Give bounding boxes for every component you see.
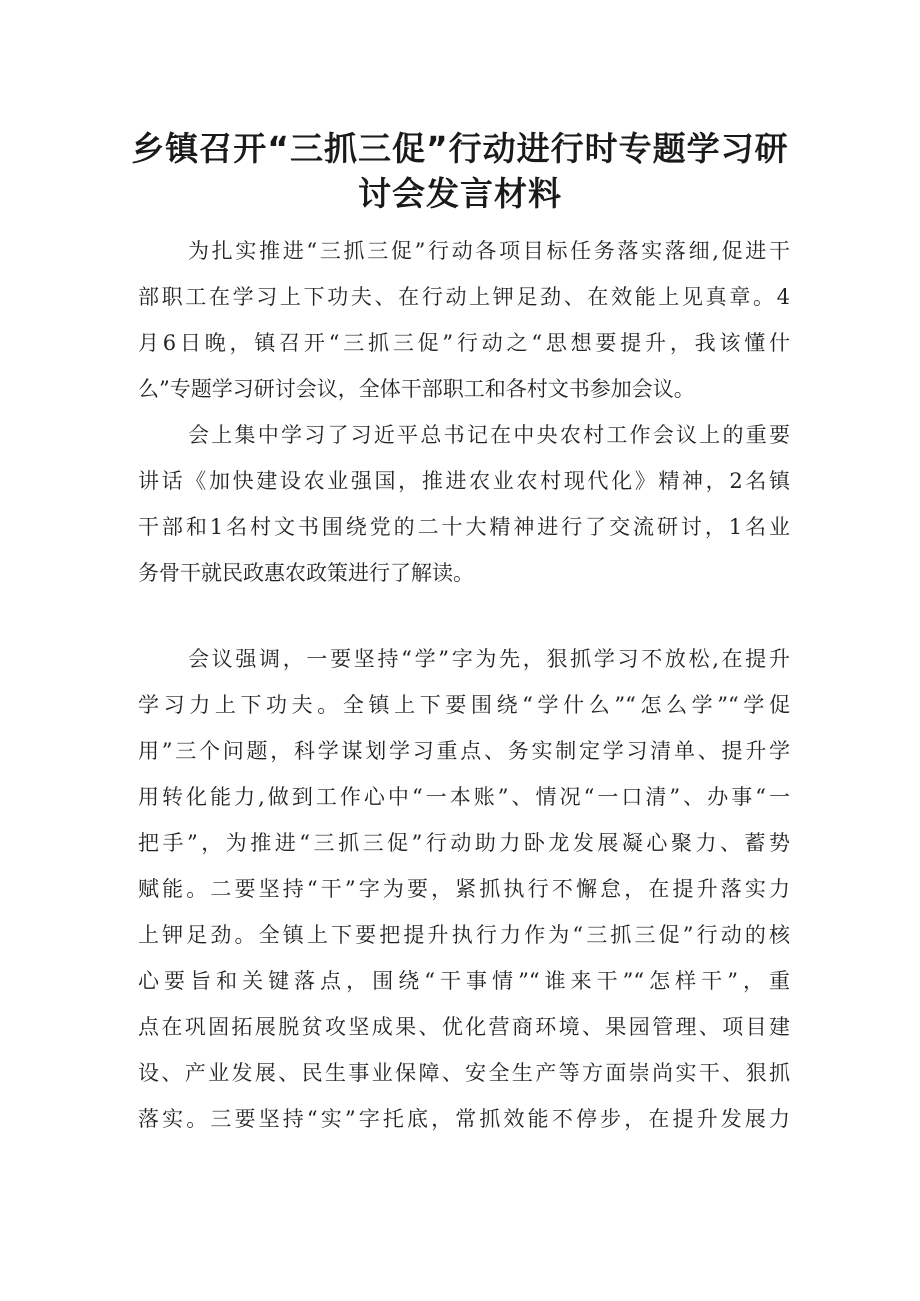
paragraph-line: 设、产业发展、民生事业保障、安全生产等方面崇尚实干、狠抓	[138, 1061, 790, 1085]
document-title-line-2: 讨会发言材料	[358, 174, 562, 213]
paragraph-line: 落实。三要坚持“实”字托底，常抓效能不停步，在提升发展力	[138, 1107, 790, 1131]
paragraph-line: 用”三个问题，科学谋划学习重点、务实制定学习清单、提升学	[138, 739, 790, 763]
paragraph-line: 点在巩固拓展脱贫攻坚成果、优化营商环境、果园管理、项目建	[138, 1015, 790, 1039]
paragraph-line: 务骨干就民政惠农政策进行了解读。	[138, 561, 474, 585]
paragraph-line: 为扎实推进“三抓三促”行动各项目标任务落实落细,促进干	[188, 239, 790, 263]
paragraph-line: 讲话《加快建设农业强国，推进农业农村现代化》精神，2名镇	[138, 469, 790, 493]
paragraph-line: 学习力上下功夫。全镇上下要围绕“学什么”“怎么学”“学促	[138, 693, 790, 717]
paragraph-line: 把手”，为推进“三抓三促”行动助力卧龙发展凝心聚力、蓄势	[138, 831, 790, 855]
paragraph-line: 么”专题学习研讨会议，全体干部职工和各村文书参加会议。	[138, 377, 695, 401]
paragraph-line: 月6日晚，镇召开“三抓三促”行动之“思想要提升，我该懂什	[138, 331, 790, 355]
paragraph-line: 会上集中学习了习近平总书记在中央农村工作会议上的重要	[188, 423, 790, 447]
document-title-line-1: 乡镇召开“三抓三促”行动进行时专题学习研	[131, 129, 789, 168]
paragraph-line: 部职工在学习上下功夫、在行动上钾足劲、在效能上见真章。4	[138, 285, 790, 309]
paragraph-line: 心要旨和关键落点，围绕“干事情”“谁来干”“怎样干”，重	[138, 969, 790, 993]
paragraph-line: 赋能。二要坚持“干”字为要，紧抓执行不懈怠，在提升落实力	[138, 877, 790, 901]
paragraph-line: 干部和1名村文书围绕党的二十大精神进行了交流研讨，1名业	[138, 515, 790, 539]
paragraph-line: 会议强调，一要坚持“学”字为先，狠抓学习不放松,在提升	[188, 647, 790, 671]
paragraph-line: 用转化能力,做到工作心中“一本账”、情况“一口清”、办事“一	[138, 785, 790, 809]
paragraph-line: 上钾足劲。全镇上下要把提升执行力作为“三抓三促”行动的核	[138, 923, 790, 947]
